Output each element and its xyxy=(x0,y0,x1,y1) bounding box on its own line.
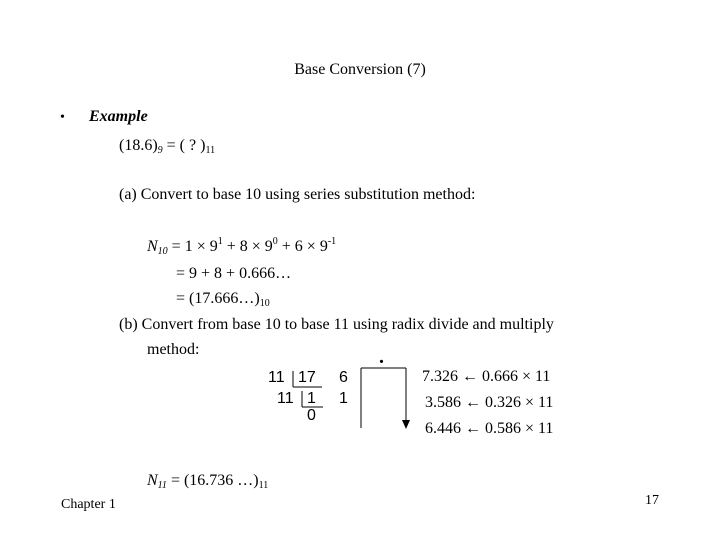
example-label: Example xyxy=(89,108,148,125)
eq3-sub: 10 xyxy=(259,298,270,309)
eq1-term2: + 8 × 9 xyxy=(222,238,273,255)
equation-result-base10 xyxy=(176,290,270,308)
div-row1-dividend: 17 xyxy=(298,369,316,386)
footer-chapter: Chapter 1 xyxy=(61,497,116,512)
step-b-line1: (b) Convert from base 10 to base 11 using radix divide and multiply xyxy=(119,316,554,333)
down-arrow-head xyxy=(402,420,410,429)
eq1-exp1: 1 xyxy=(217,236,223,247)
div-row1-remainder: 6 xyxy=(339,369,348,386)
problem-base-from: 9 xyxy=(157,145,163,156)
problem-open: (18.6) xyxy=(119,137,158,154)
result-lhs: N xyxy=(147,472,158,489)
div-row2-dividend: 1 xyxy=(307,390,316,407)
final-result xyxy=(147,472,268,490)
multiply-row-1: 7.326 ← 0.666 × 11 xyxy=(422,368,551,385)
result-sub: 11 xyxy=(258,480,269,491)
div-row2-remainder: 1 xyxy=(339,390,348,407)
div-row2-divisor: 11 xyxy=(277,390,294,407)
step-a-text: (a) Convert to base 10 using series substitution method: xyxy=(119,186,476,203)
result-text: = (16.736 …) xyxy=(166,472,259,489)
bullet-point: • xyxy=(60,110,65,125)
multiply-row-2: 3.586 ← 0.326 × 11 xyxy=(425,394,554,411)
page-title: Base Conversion (7) xyxy=(294,61,426,78)
page-number: 17 xyxy=(645,493,659,508)
result-lhs-sub: 11 xyxy=(157,480,167,491)
eq1-lhs-sub: 10 xyxy=(157,246,168,257)
eq1-term3: + 6 × 9 xyxy=(277,238,328,255)
eq3-text: = (17.666…) xyxy=(176,290,260,307)
div-row1-divisor: 11 xyxy=(268,369,285,386)
step-b-line2: method: xyxy=(147,341,200,358)
eq1-exp2: 0 xyxy=(272,236,278,247)
eq1-lhs: N xyxy=(147,238,158,255)
radix-point: . xyxy=(379,346,384,368)
problem-middle: = ( ? ) xyxy=(162,137,206,154)
div-row3-quotient: 0 xyxy=(307,407,316,424)
equation-series xyxy=(147,238,336,256)
problem-base-to: 11 xyxy=(205,145,216,156)
multiply-row-3: 6.446 ← 0.586 × 11 xyxy=(425,420,554,437)
eq1-term1: = 1 × 9 xyxy=(167,238,218,255)
equation-sum: = 9 + 8 + 0.666… xyxy=(176,265,292,282)
problem-statement xyxy=(119,137,215,155)
eq1-exp3: -1 xyxy=(327,236,337,247)
